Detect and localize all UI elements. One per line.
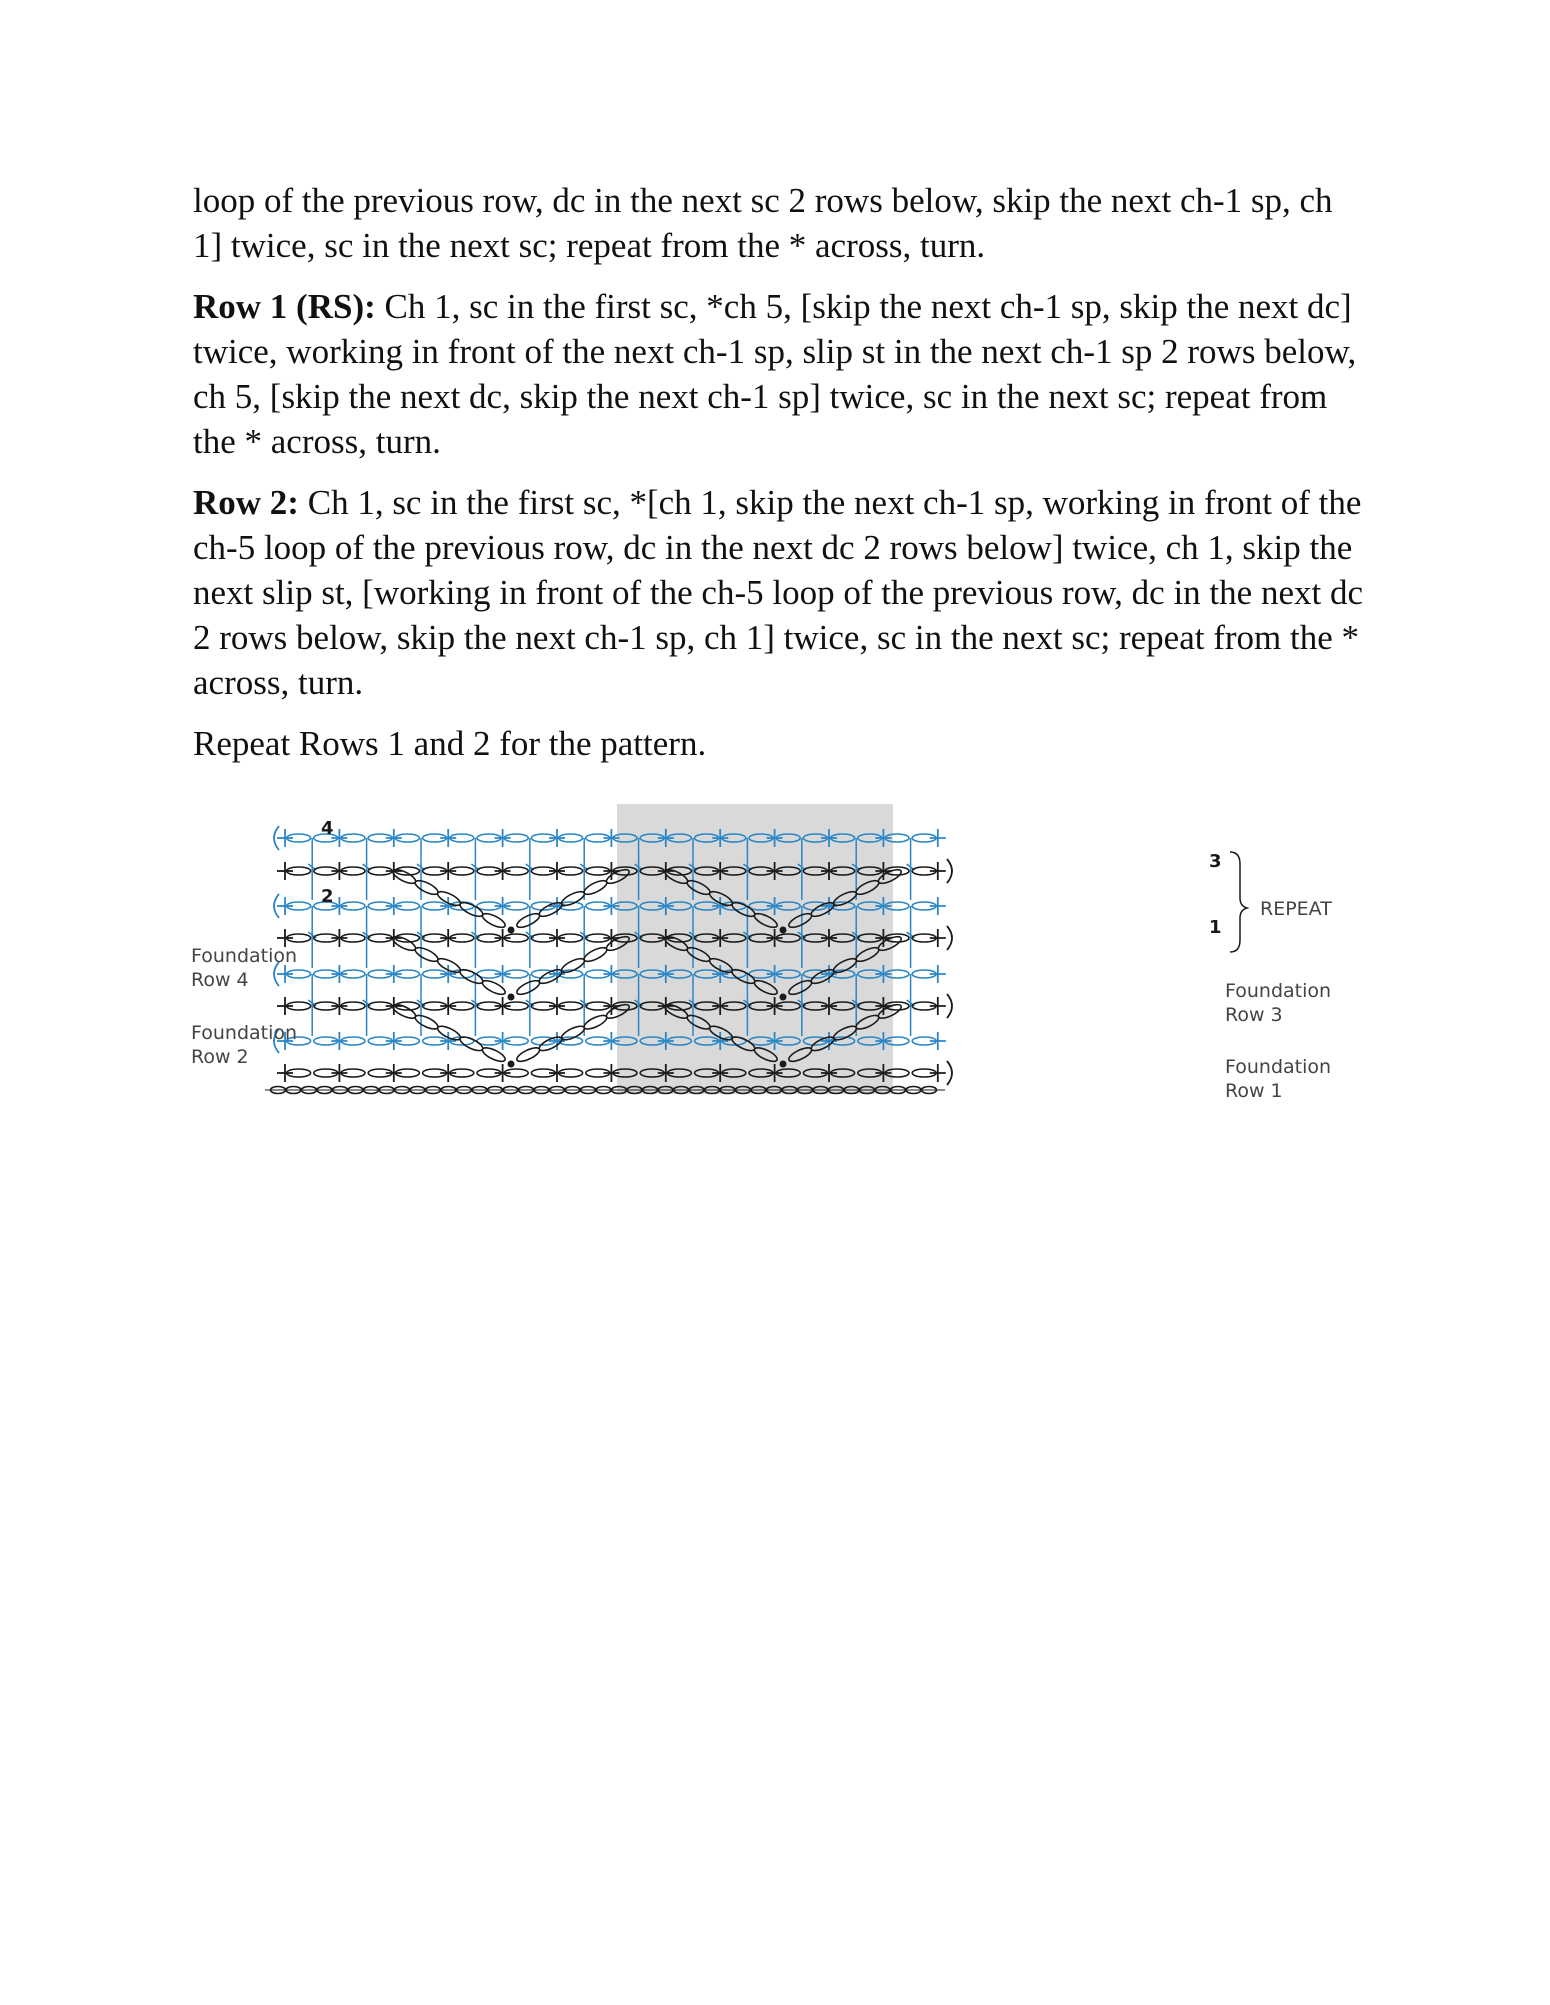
- row-2-label: Row 2:: [193, 483, 299, 522]
- ch-5-loop: [413, 878, 439, 897]
- turning-chain: [947, 1061, 952, 1085]
- row-1-paragraph: [193, 284, 1363, 464]
- slip-stitch: [508, 994, 515, 1001]
- foundation-row-4-line1: Foundation: [191, 945, 298, 967]
- row-number-3: 3: [1209, 851, 1222, 872]
- ch-5-loop: [582, 878, 608, 897]
- continuation-paragraph: loop of the previous row, dc in the next sc 2 rows below, skip the next ch-1 sp, ch 1] twice, sc in the next sc; repeat from the * across, turn.: [193, 181, 1333, 265]
- foundation-row-1-line2: Row 1: [1225, 1080, 1283, 1102]
- foundation-row-4-line2: Row 4: [191, 969, 249, 991]
- ch-5-loop: [413, 945, 439, 964]
- pattern-instructions: [193, 178, 1363, 782]
- ch-5-loop: [582, 1013, 608, 1032]
- repeat-brace: [1230, 852, 1247, 952]
- row-2-text: Ch 1, sc in the first sc, *[ch 1, skip the next ch-1 sp, working in front of the ch-5 loop of the previous row, dc in the next dc 2 rows below] twice, ch 1, skip the next slip st, [working in front of the ch-5 loop of the previous row, dc in the next dc 2 rows below, skip the next ch-1 sp, ch 1] twice, sc in the next sc; repeat from the * across, turn.: [193, 483, 1363, 702]
- ch-5-loop: [515, 1045, 541, 1064]
- repeat-paragraph: Repeat Rows 1 and 2 for the pattern.: [193, 724, 707, 763]
- slip-stitch: [780, 994, 787, 1001]
- ch-5-loop: [515, 978, 541, 997]
- turning-chain: [947, 859, 952, 883]
- row-number-1: 1: [1209, 917, 1222, 938]
- ch-5-loop: [391, 1002, 417, 1021]
- crochet-stitch-chart: [185, 798, 1365, 1110]
- turning-chain: [947, 926, 952, 950]
- foundation-row-2-line2: Row 2: [191, 1046, 249, 1068]
- row-number-2: 2: [321, 886, 334, 907]
- slip-stitch: [508, 1061, 515, 1068]
- row-2-paragraph: [193, 480, 1363, 705]
- turning-chain: [947, 994, 952, 1018]
- row-1-label: Row 1 (RS):: [193, 287, 376, 326]
- ch-5-loop: [582, 945, 608, 964]
- foundation-row-3-line2: Row 3: [1225, 1004, 1283, 1026]
- foundation-row-3-line1: Foundation: [1225, 980, 1332, 1002]
- ch-5-loop: [413, 1013, 439, 1032]
- ch-5-loop: [391, 867, 417, 886]
- slip-stitch: [780, 927, 787, 934]
- foundation-row-2-line1: Foundation: [191, 1022, 298, 1044]
- row-number-4: 4: [321, 818, 334, 839]
- foundation-row-1-line1: Foundation: [1225, 1056, 1332, 1078]
- slip-stitch: [780, 1061, 787, 1068]
- slip-stitch: [508, 927, 515, 934]
- row-1-text: Ch 1, sc in the first sc, *ch 5, [skip the next ch-1 sp, skip the next dc] twice, working in front of the next ch-1 sp, slip st in the next ch-1 sp 2 rows below, ch 5, [skip the next dc, skip the next ch-1 sp] twice, sc in the next sc; repeat from the * across, turn.: [193, 287, 1357, 461]
- ch-5-loop: [515, 911, 541, 930]
- repeat-label: REPEAT: [1260, 898, 1332, 920]
- ch-5-loop: [391, 934, 417, 953]
